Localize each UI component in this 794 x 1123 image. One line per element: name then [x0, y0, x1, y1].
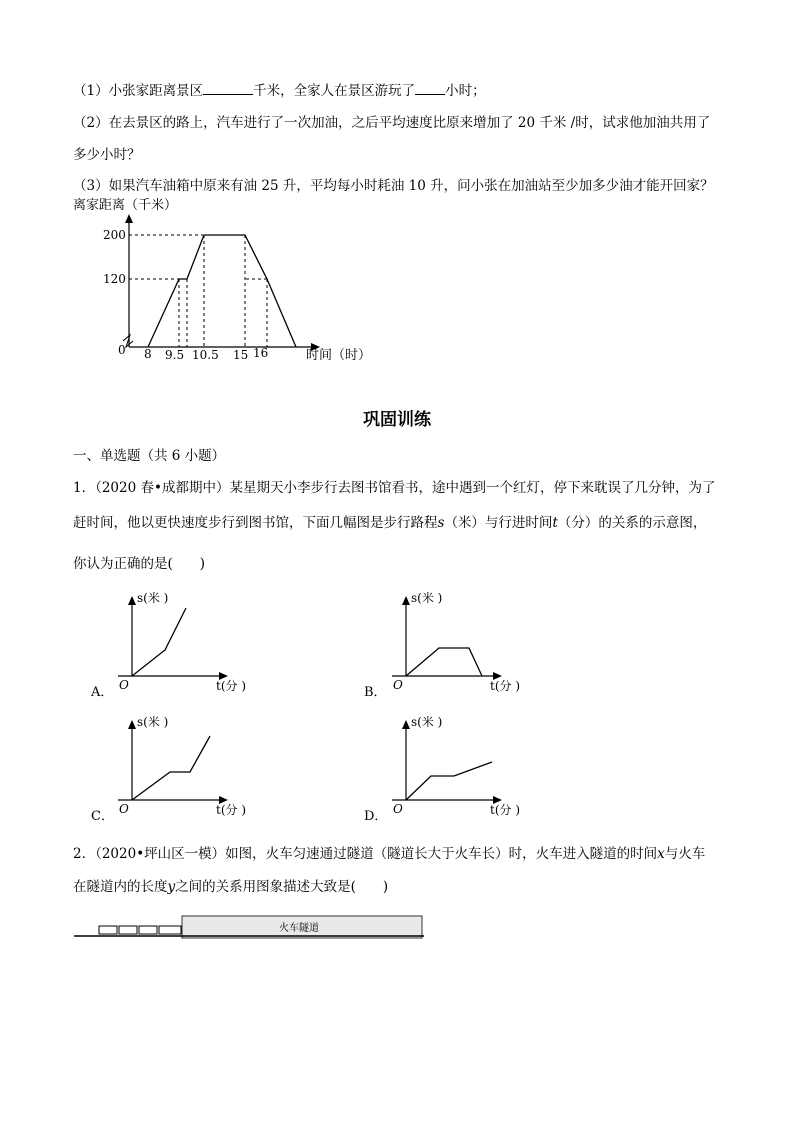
option-d-ylabel: s(米 ) — [411, 715, 443, 729]
q2-line-2b: 之间的关系用图象描述大致是( ) — [175, 879, 389, 895]
question-part-2-line-2: 多少小时？ — [73, 147, 141, 163]
option-c-label[interactable]: C． — [91, 809, 114, 824]
q1-mid: 千米，全家人在景区游玩了 — [253, 83, 416, 99]
option-a-y-arrow — [128, 596, 136, 605]
option-d-label[interactable]: D． — [364, 809, 388, 824]
distance-line — [148, 235, 296, 347]
option-d-y-arrow — [402, 720, 410, 729]
option-a-graph[interactable] — [110, 588, 260, 698]
option-a-ylabel: s(米 ) — [137, 591, 169, 605]
q1-line-2b: （米）与行进时间 — [444, 515, 553, 531]
distance-time-graph — [70, 192, 390, 372]
q1-line-2c: （分）的关系的示意图， — [557, 515, 707, 531]
option-d-xlabel: t(分 ) — [490, 803, 521, 817]
option-a-xlabel: t(分 ) — [216, 679, 247, 693]
option-b-ylabel: s(米 ) — [411, 591, 443, 605]
option-c-origin: O — [119, 802, 129, 816]
q2-line-2 — [73, 875, 388, 895]
x-tick-10_5: 10.5 — [192, 348, 219, 362]
train — [99, 926, 181, 934]
option-b-y-arrow — [402, 596, 410, 605]
section-title: 巩固训练 — [363, 410, 431, 430]
q2-line-1a: 2．（2020•坪山区一模）如图，火车匀速通过隧道（隧道长大于火车长）时，火车进入隧道的时间 — [73, 846, 658, 862]
question-part-2-line-1: （2）在去景区的路上，汽车进行了一次加油，之后平均速度比原来增加了 20 千米 /时，试求他加油共用了 — [73, 115, 711, 131]
train-car-4 — [159, 926, 181, 934]
train-tunnel-figure — [74, 908, 426, 942]
option-c-line — [132, 736, 210, 800]
q1-line-2a: 赶时间，他以更快速度步行到图书馆，下面几幅图是步行路程 — [73, 515, 438, 531]
train-car-1 — [99, 926, 117, 934]
graph-y-label: 离家距离（千米） — [73, 198, 178, 213]
question-part-3: （3）如果汽车油箱中原来有油 25 升，平均每小时耗油 10 升，问小张在加油站至少加多少油才能开回家？ — [73, 178, 714, 194]
option-b-graph[interactable] — [384, 588, 534, 698]
option-b-origin: O — [393, 678, 403, 692]
option-c-y-arrow — [128, 720, 136, 729]
option-a-label[interactable]: A． — [91, 685, 114, 700]
option-d-line — [406, 762, 492, 800]
y-tick-120: 120 — [103, 272, 126, 286]
q1-line-2 — [73, 511, 706, 531]
x-tick-9_5: 9.5 — [165, 348, 185, 362]
graph-x-label: 时间（时） — [306, 348, 372, 363]
q1-line-3: 你认为正确的是( ) — [73, 556, 206, 572]
option-c-graph[interactable] — [110, 712, 260, 822]
q2-line-1b: 与火车 — [664, 846, 706, 862]
section-subtitle: 一、单选题（共 6 小题） — [73, 448, 226, 464]
train-car-3 — [139, 926, 157, 934]
option-b-xlabel: t(分 ) — [490, 679, 521, 693]
y-axis-arrow — [125, 214, 133, 223]
var-y: y — [167, 879, 176, 895]
q2-line-2a: 在隧道内的长度 — [73, 879, 168, 895]
q1-prefix: （1）小张家距离景区 — [73, 83, 204, 99]
var-t: t — [552, 515, 558, 531]
q1-line-1: 1．（2020 春•成都期中）某星期天小李步行去图书馆看书，途中遇到一个红灯，停下来耽误了几分钟，为了 — [73, 480, 716, 496]
option-c-xlabel: t(分 ) — [216, 803, 247, 817]
option-d-graph[interactable] — [384, 712, 534, 822]
answer-blank-1 — [203, 82, 253, 95]
origin-label: 0 — [118, 343, 126, 357]
answer-blank-2 — [415, 82, 445, 95]
q1-suffix: 小时； — [445, 83, 486, 99]
var-x: x — [657, 846, 665, 862]
x-tick-15: 15 — [233, 348, 249, 362]
option-a-origin: O — [119, 678, 129, 692]
train-car-2 — [119, 926, 137, 934]
var-s: s — [437, 515, 445, 531]
x-tick-8: 8 — [144, 347, 152, 361]
question-part-1 — [73, 79, 486, 99]
q2-line-1 — [73, 842, 705, 862]
y-tick-200: 200 — [103, 228, 126, 242]
option-a-line — [132, 608, 186, 676]
tunnel-label: 火车隧道 — [279, 923, 319, 934]
x-tick-16: 16 — [253, 346, 269, 360]
option-c-ylabel: s(米 ) — [137, 715, 169, 729]
option-b-line — [406, 648, 482, 676]
option-d-origin: O — [393, 802, 403, 816]
option-b-label[interactable]: B． — [364, 685, 387, 700]
